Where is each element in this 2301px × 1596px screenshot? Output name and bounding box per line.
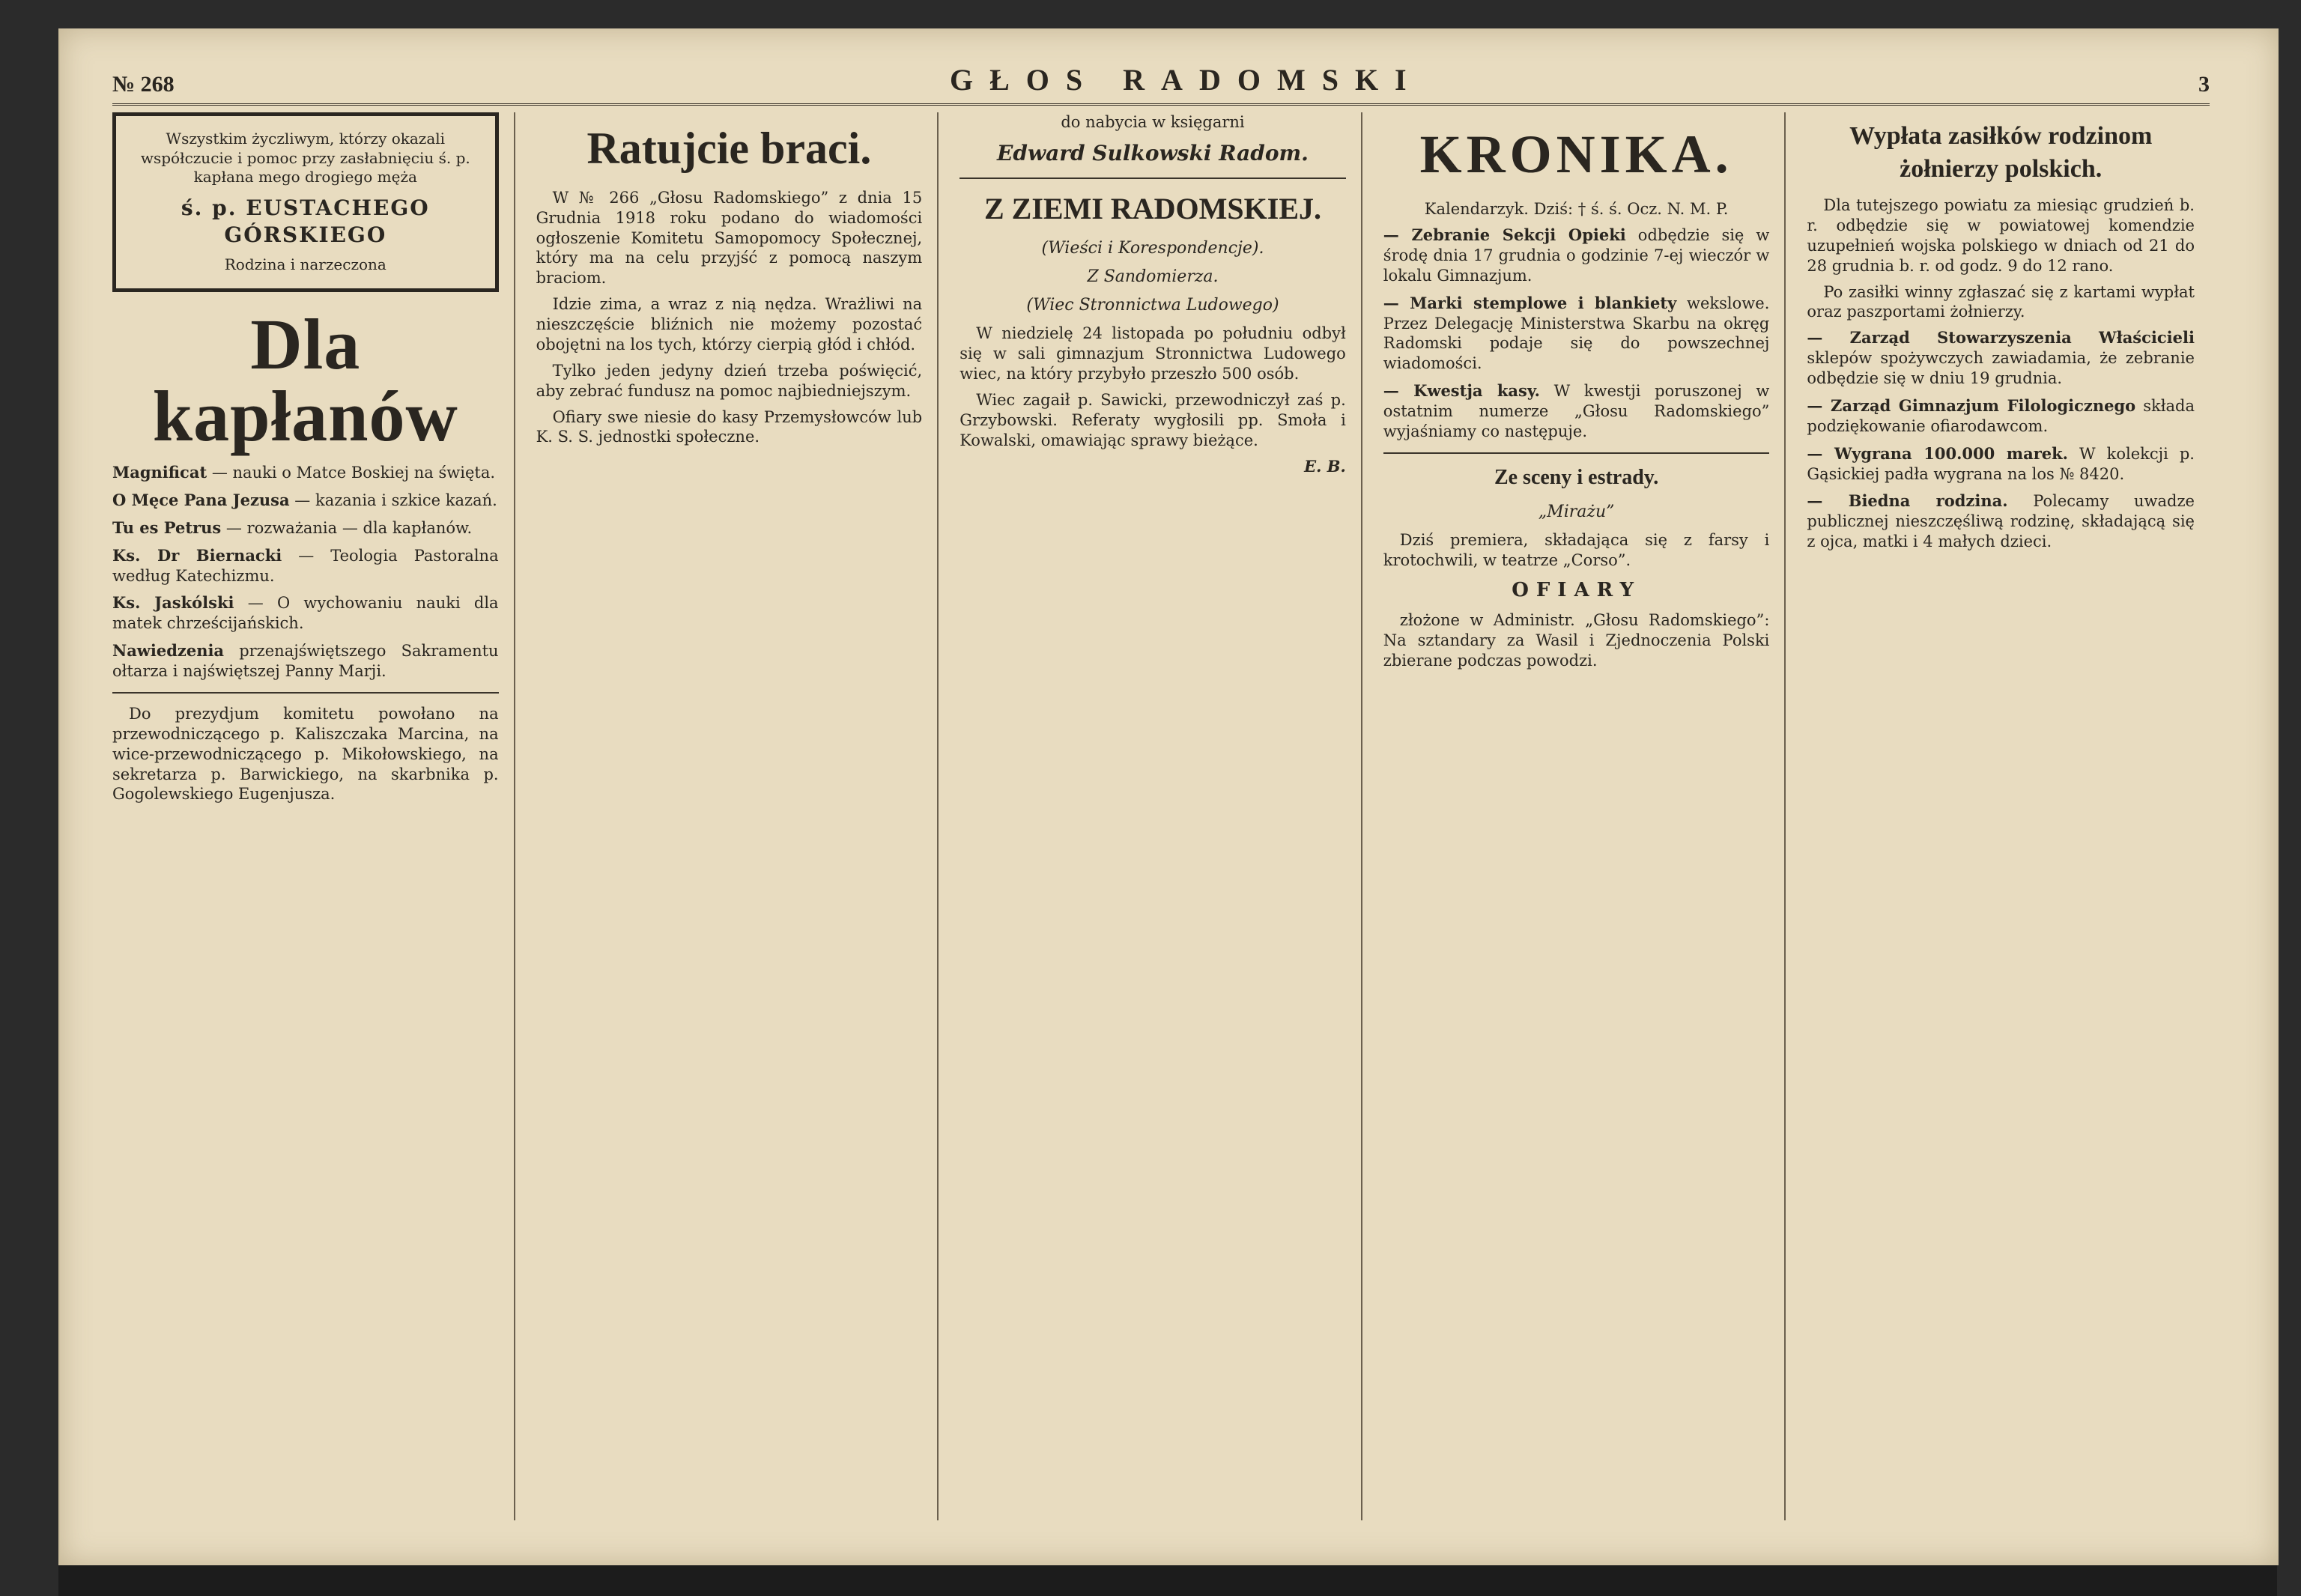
item-title: — Zebranie Sekcji Opieki bbox=[1383, 225, 1626, 245]
list-item bbox=[1383, 294, 1770, 374]
item-text: składa podziękowanie ofiarodawcom. bbox=[1807, 396, 2195, 435]
heading-ze-sceny: Ze sceny i estrady. bbox=[1494, 465, 1659, 489]
bookstore-name: Edward Sulkowski Radom. bbox=[997, 140, 1309, 166]
obituary-text-bottom: Rodzina i narzeczona bbox=[224, 255, 386, 274]
author-signature: E. B. bbox=[1304, 456, 1346, 476]
column-4 bbox=[1383, 112, 1786, 1520]
newspaper-title: GŁOS RADOMSKI bbox=[950, 63, 1423, 97]
list-item bbox=[112, 463, 499, 483]
item-text: W kwestji poruszonej w ostatnim numerze „Głosu Radomskiego” wyjaśniamy co następuje. bbox=[1383, 382, 1770, 440]
dateline: Z Sandomierza. bbox=[1087, 267, 1219, 287]
heading-kronika: KRONIKA. bbox=[1419, 124, 1733, 184]
list-item bbox=[1807, 444, 2195, 485]
list-item bbox=[1807, 328, 2195, 389]
calendar-line: Kalendarzyk. Dziś: † ś. ś. Ocz. N. M. P. bbox=[1424, 200, 1729, 219]
column-2 bbox=[536, 112, 939, 1520]
column-1 bbox=[112, 112, 515, 1520]
subheading: (Wieści i Korespondencje). bbox=[1041, 238, 1264, 258]
list-item bbox=[1383, 225, 1770, 286]
item-text: Polecamy uwadze publicznej nieszczęśliwą rodzinę, składającą się z ojca, matki i 4 małych dzieci. bbox=[1807, 492, 2195, 551]
item-text: — Teologia Pastoralna według Katechizmu. bbox=[112, 546, 499, 585]
column-5 bbox=[1807, 112, 2210, 1520]
list-item bbox=[1807, 491, 2195, 552]
list-item bbox=[1383, 381, 1770, 442]
item-title: — Wygrana 100.000 marek. bbox=[1807, 443, 2068, 463]
item-title: Tu es Petrus bbox=[112, 518, 222, 537]
item-text: odbędzie się w środę dnia 17 grudnia o godzinie 7-ej wieczór w lokalu Gimnazjum. bbox=[1383, 226, 1770, 285]
list-item bbox=[112, 593, 499, 634]
bookstore-note: do nabycia w księgarni bbox=[1061, 113, 1245, 131]
list-item bbox=[112, 641, 499, 682]
item-title: — Biedna rodzina. bbox=[1807, 491, 2008, 511]
item-text: — O wychowaniu nauki dla matek chrześcijańskich. bbox=[112, 594, 499, 633]
heading-dla-kaplanow: Dla kapłanów bbox=[152, 304, 458, 457]
item-title: Ks. Dr Biernacki bbox=[112, 545, 282, 565]
item-title: Ks. Jaskólski bbox=[112, 593, 234, 613]
item-text: — nauki o Matce Boskiej na święta. bbox=[211, 464, 496, 482]
paragraph: Dla tutejszego powiatu za miesiąc grudzień b. r. odbędzie się w powiatowej komendzie uzupełnień wojska polskiego w dniach od 21 do 28 grudnia b. r. od godz. 9 do 12 rano. bbox=[1807, 196, 2195, 275]
article-columns bbox=[112, 112, 2210, 1520]
list-item bbox=[1807, 396, 2195, 437]
obituary-box bbox=[112, 112, 499, 292]
list-item bbox=[112, 546, 499, 586]
item-text: wekslowe. Przez Delegację Ministerstwa Skarbu na okręg Radomski podaje się do powszechnej wiadomości. bbox=[1383, 294, 1770, 373]
page-header bbox=[112, 45, 2210, 106]
item-title: Nawiedzenia bbox=[112, 641, 225, 661]
issue-number: № 268 bbox=[112, 72, 175, 97]
paragraph: Ofiary swe niesie do kasy Przemysłowców lub K. S. S. jednostki społeczne. bbox=[536, 407, 923, 446]
divider bbox=[959, 177, 1346, 179]
scan-border bbox=[58, 1565, 2277, 1596]
subheading: „Mirażu” bbox=[1538, 502, 1615, 521]
item-text: sklepów spożywczych zawiadamia, że zebranie odbędzie się w dniu 19 grudnia. bbox=[1807, 349, 2195, 388]
column-3 bbox=[959, 112, 1362, 1520]
item-text: W kolekcji p. Gąsickiej padła wygrana na los № 8420. bbox=[1807, 444, 2195, 483]
heading-ratujcie-braci: Ratujcie braci. bbox=[586, 124, 872, 173]
item-text: przenajświętszego Sakramentu ołtarza i najświętszej Panny Marji. bbox=[112, 642, 499, 681]
paragraph: Wiec zagaił p. Sawicki, przewodniczył zaś p. Grzybowski. Referaty wygłosili pp. Smoła i Kowalski, omawiając sprawy bieżące. bbox=[959, 390, 1346, 449]
paragraph: W № 266 „Głosu Radomskiego” z dnia 15 Grudnia 1918 roku podano do wiadomości ogłoszenie Komitetu Samopomocy Społecznej, który ma na celu przyjść z pomocą naszym braciom. bbox=[536, 188, 923, 288]
divider bbox=[112, 692, 499, 694]
paragraph: W niedzielę 24 listopada po południu odbył się w sali gimnazjum Stronnictwa Ludowego wiec, na który przybyło przeszło 500 osób. bbox=[959, 324, 1346, 383]
item-title: Magnificat bbox=[112, 463, 207, 482]
item-text: — rozważania — dla kapłanów. bbox=[225, 518, 473, 537]
item-title: — Marki stemplowe i blankiety bbox=[1383, 293, 1677, 312]
paragraph: Dziś premiera, składająca się z farsy i krotochwili, w teatrze „Corso”. bbox=[1383, 530, 1770, 569]
list-item bbox=[112, 518, 499, 538]
divider bbox=[1383, 452, 1770, 454]
heading-z-ziemi-radomskiej: Z ZIEMI RADOMSKIEJ. bbox=[983, 191, 1322, 225]
item-title: — Kwestja kasy. bbox=[1383, 381, 1540, 401]
paragraph: Tylko jeden jedyny dzień trzeba poświęcić, aby zebrać fundusz na pomoc najbiedniejszym. bbox=[536, 361, 923, 400]
heading-ofiary: OFIARY bbox=[1512, 578, 1641, 601]
item-text: — kazania i szkice kazań. bbox=[294, 491, 497, 509]
article-subtitle: (Wiec Stronnictwa Ludowego) bbox=[1026, 296, 1279, 315]
list-item bbox=[112, 491, 499, 511]
obituary-name: ś. p. EUSTACHEGO GÓRSKIEGO bbox=[181, 195, 430, 247]
paragraph: Po zasiłki winny zgłaszać się z kartami wypłat oraz paszportami żołnierzy. bbox=[1807, 282, 2195, 321]
paragraph: Do prezydjum komitetu powołano na przewodniczącego p. Kaliszczaka Marcina, na wice-przewodniczącego p. Mikołowskiego, na sekretarza p. Barwickiego, na skarbnika p. Gogolewskiego Eugenjusza. bbox=[112, 704, 499, 804]
item-title: — Zarząd Gimnazjum Filologicznego bbox=[1807, 395, 2136, 415]
paragraph: złożone w Administr. „Głosu Radomskiego”: Na sztandary za Wasil i Zjednoczenia Polski zbierane podczas powodzi. bbox=[1383, 610, 1770, 670]
heading-wyplata-zasilkow: Wypłata zasiłków rodzinom żołnierzy polskich. bbox=[1849, 122, 2153, 183]
obituary-text-top: Wszystkim życzliwym, którzy okazali współczucie i pomoc przy zasłabnięciu ś. p. kapłana mego drogiego męża bbox=[140, 130, 470, 186]
page-number: 3 bbox=[2198, 72, 2210, 97]
paragraph: Idzie zima, a wraz z nią nędza. Wrażliwi na nieszczęście bliźnich nie możemy pozostać obojętni na los tych, którzy cierpią głód i chłód. bbox=[536, 295, 923, 354]
item-title: O Męce Pana Jezusa bbox=[112, 490, 290, 509]
item-title: — Zarząd Stowarzyszenia Właścicieli bbox=[1807, 328, 2195, 348]
